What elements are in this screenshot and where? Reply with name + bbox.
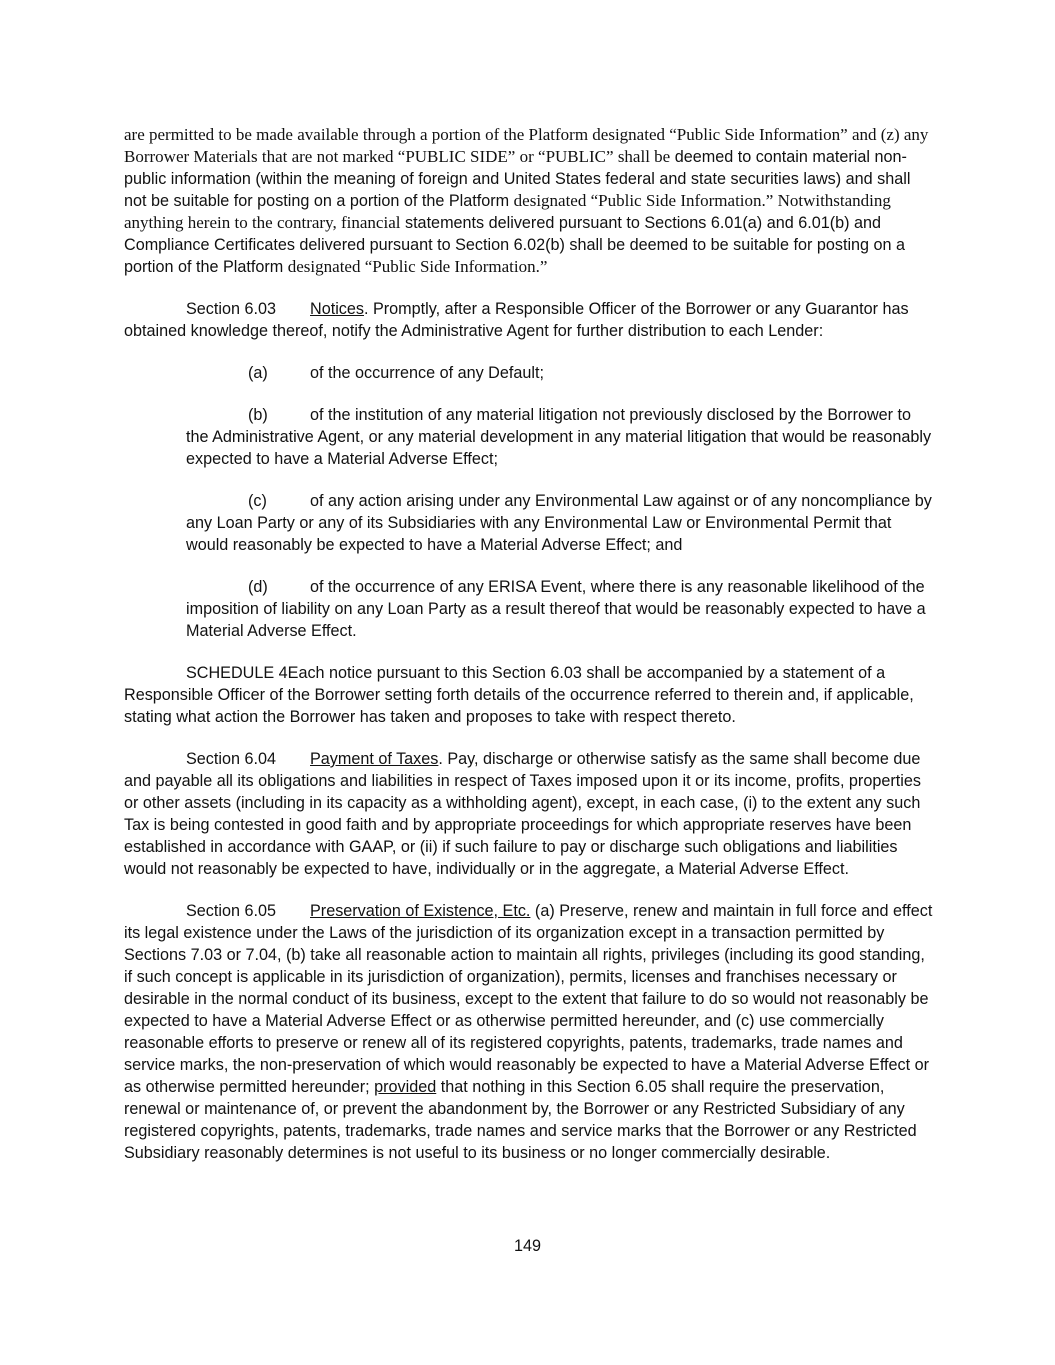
notice-items <box>186 362 936 642</box>
notice-item-a <box>186 362 936 384</box>
continuation-line-3: designated “Public Side Information.” Notwithstanding anything herein to the contrary, financial <box>124 191 891 232</box>
notice-item-b <box>186 404 936 470</box>
notice-item-c <box>186 490 936 556</box>
section-6-04-number: Section 6.04 <box>186 750 276 768</box>
section-6-03-paragraph <box>124 298 936 342</box>
section-6-04-title: Payment of Taxes <box>310 750 439 768</box>
section-6-05-title: Preservation of Existence, Etc. <box>310 902 531 920</box>
section-6-05-provided: provided <box>374 1078 437 1096</box>
notice-item-d <box>186 576 936 642</box>
continuation-paragraph <box>124 124 936 278</box>
notice-item-c-label: (c) <box>248 492 267 510</box>
section-6-05-text-after: that nothing in this Section 6.05 shall require the preservation, renewal or maintenance of, or prevent the abandonment by, the Borrower or any Restricted Subsidiary of any registered copyrights, patents, trademarks, trade names and service marks that the Borrower or any Restricted Subsidiary reasonably determines is not useful to its business or no longer commercially desirable. <box>124 1078 917 1162</box>
section-6-04-text: . Pay, discharge or otherwise satisfy as the same shall become due and payable all its obligations and liabilities in respect of Taxes imposed upon it or its income, profits, properties or other assets (including in its capacity as a withholding agent), except, in each case, (i) to the extent any such Tax is being contested in good faith and by appropriate proceedings for which appropriate reserves have been established in accordance with GAAP, or (ii) if such failure to pay or discharge such obligations and liabilities would not reasonably be expected to have, individually or in the aggregate, a Material Adverse Effect. <box>124 750 921 878</box>
continuation-line-4: statements delivered pursuant to Sections 6.01(a) and 6.01(b) and Compliance Certificates delivered pursuant to Section 6.02(b) shall be deemed to be suitable for posting on a portion of the Platform <box>124 214 906 276</box>
page-number: 149 <box>513 1237 541 1255</box>
continuation-line-1: are permitted to be made available through a portion of the Platform designated “Public Side Information” and (z) any Borrower Materials that are not marked “PUBLIC SIDE” or “PUBLIC” shall be <box>124 125 929 166</box>
section-6-04-paragraph <box>124 748 936 880</box>
notice-item-b-label: (b) <box>248 406 268 424</box>
section-6-03-number: Section 6.03 <box>186 300 276 318</box>
notice-item-a-text: of the occurrence of any Default; <box>310 364 544 382</box>
section-6-05-text-before: (a) Preserve, renew and maintain in full force and effect its legal existence under the Laws of the jurisdiction of its organization except in a transaction permitted by Sections 7.03 or 7.04, (b) take all reasonable action to maintain all rights, privileges (including its good standing, if such concept is applicable in its jurisdiction of organization), permits, licenses and franchises necessary or desirable in the normal conduct of its business, except to the extent that failure to do so would not reasonably be expected to have a Material Adverse Effect or as otherwise permitted hereunder, and (c) use commercially reasonable efforts to preserve or renew all of its registered copyrights, patents, trademarks, trade names and service marks, the non-preservation of which would reasonably be expected to have a Material Adverse Effect or as otherwise permitted hereunder; <box>124 902 933 1096</box>
section-6-03-title: Notices <box>310 300 364 318</box>
notice-item-a-label: (a) <box>248 364 268 382</box>
section-6-05-paragraph <box>124 900 936 1164</box>
continuation-line-5: designated “Public Side Information.” <box>287 257 548 276</box>
section-6-03-intro: . Promptly, after a Responsible Officer of the Borrower or any Guarantor has obtained knowledge thereof, notify the Administrative Agent for further distribution to each Lender: <box>124 300 909 340</box>
continuation-line-2: deemed to contain material non-public information (within the meaning of foreign and United States federal and state securities laws) and shall not be suitable for posting on a portion of the Platform <box>124 148 911 210</box>
section-6-03-closing: SCHEDULE 4Each notice pursuant to this Section 6.03 shall be accompanied by a statement of a Responsible Officer of the Borrower setting forth details of the occurrence referred to therein and, if applicable, stating what action the Borrower has taken and proposes to take with respect thereto. <box>124 664 914 726</box>
notice-item-d-text: of the occurrence of any ERISA Event, where there is any reasonable likelihood of the imposition of liability on any Loan Party as a result thereof that would be reasonably expected to have a Material Adverse Effect. <box>186 578 926 640</box>
document-page <box>124 124 936 1164</box>
notice-item-b-text: of the institution of any material litigation not previously disclosed by the Borrower to the Administrative Agent, or any material development in any material litigation that would be reasonably expected to have a Material Adverse Effect; <box>186 406 932 468</box>
notice-item-d-label: (d) <box>248 578 268 596</box>
notice-item-c-text: of any action arising under any Environmental Law against or of any noncompliance by any Loan Party or any of its Subsidiaries with any Environmental Law or Environmental Permit that would reasonably be expected to have a Material Adverse Effect; and <box>186 492 932 554</box>
section-6-05-number: Section 6.05 <box>186 902 276 920</box>
